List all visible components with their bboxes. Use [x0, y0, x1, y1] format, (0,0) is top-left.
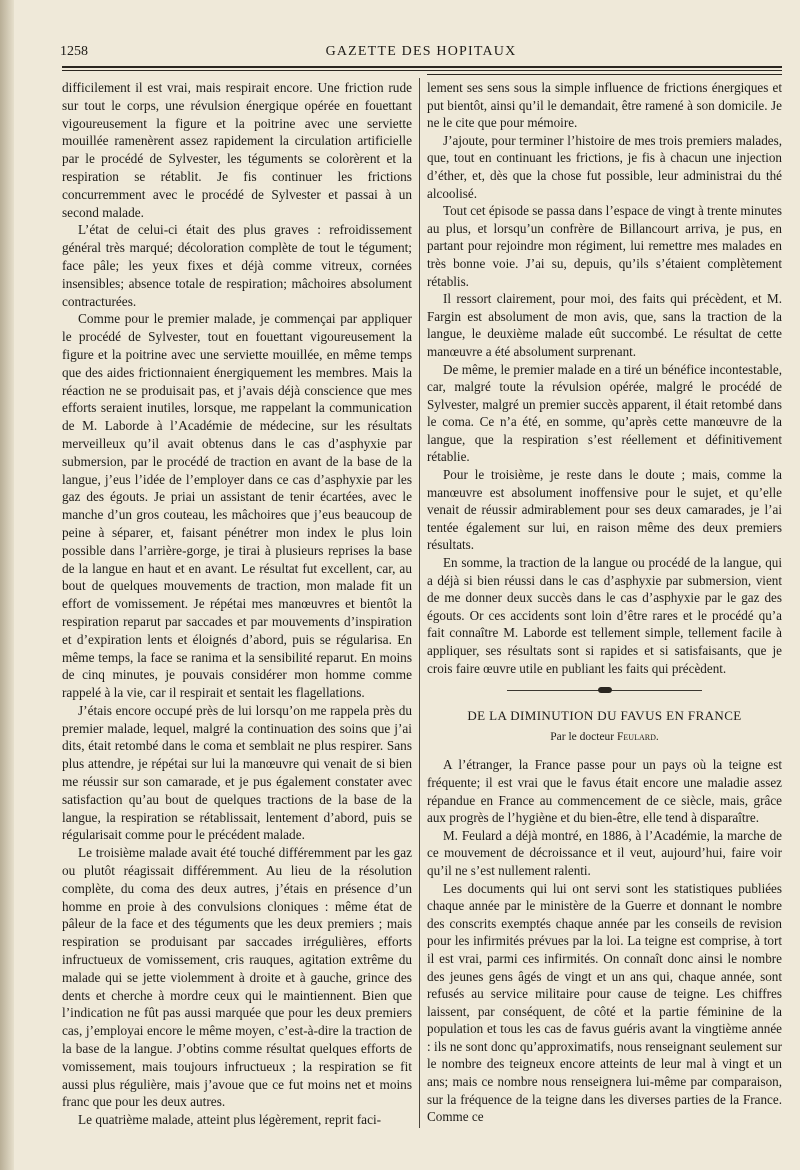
author-name: Feulard.	[617, 730, 659, 743]
section-separator	[427, 685, 782, 695]
paragraph: Comme pour le premier malade, je commençai par appliquer le procédé de Sylvester, tout en fouettant vigoureusement la figure et la poitrine avec une serviette mouillée, en même temps que des aides frictionnaient énergiquement les membres. Mais la réaction ne se produisait pas, et j’avais déjà conscience que mes efforts seraient inutiles, lorsque, me rappelant la communication de M. Laborde à l’Académie de médecine, sur les résultats merveilleux qu’il avait obtenus dans le cas d’asphyxie par submersion, par le procédé de traction en avant de la base de la langue, j’eus l’idée de l’employer dans ce cas d’asphyxie par les gaz des égouts. Je priai un assistant de tenir écartées, avec le manche d’un gros couteau, les mâchoires que j’eus beaucoup de peine à séparer, et, faisant pénétrer mon index le plus loin possible dans l’arrière-gorge, je tirai à plusieurs reprises la base de la langue en haut et en avant. Le résultat fut excellent, car, au bout de quelques mouvements de traction, mon malade fit un effort de vomissement. Je répétai mes manœuvres et bientôt la respiration reparut par saccades et par mouvements d’inspiration et d’expiration lents et éloignés d’abord, puis se régularisa. En même temps, la face se ranima et la sensibilité reparut. En moins de cinq minutes, je pouvais considérer mon homme comme rappelé à la vie, car il respirait et sentait les flagellations.	[62, 311, 412, 701]
paragraph: L’état de celui-ci était des plus graves : refroidissement général très marqué; décoloration complète de tout le tégument; face pâle; les yeux fixes et déjà comme vitreux, cornées insensibles; absence totale de respiration; mâchoires absolument contracturées.	[62, 222, 412, 309]
paragraph: J’étais encore occupé près de lui lorsqu’on me rappela près du premier malade, lequel, malgré la continuation des soins que j’ai dits, était retombé dans le coma et semblait ne plus respirer. Sans plus attendre, je répétai sur lui la manœuvre qui venait de si bien me réussir sur son camarade, et je pus également constater avec satisfaction qu’au bout de quelques tractions de la base de la langue, la respiration se rétablissait, lentement d’abord, puis se régularisait comme pour le précédent malade.	[62, 702, 412, 843]
paragraph: Pour le troisième, je reste dans le doute ; mais, comme la manœuvre est absolument inoffensive pour le sujet, et qu’elle venait de réussir admirablement pour ses deux camarades, je l’ai tentée également sur lui, en raison même des deux premiers résultats.	[427, 467, 782, 553]
paragraph: Il ressort clairement, pour moi, des faits qui précèdent, et M. Fargin est absolument de mon avis, que, sans la traction de la langue, le deuxième malade eût succombé. Le résultat de cette manœuvre a été absolument surprenant.	[427, 291, 782, 359]
article-title: DE LA DIMINUTION DU FAVUS EN FRANCE	[467, 708, 742, 724]
paragraph: Le troisième malade avait été touché différemment par les gaz ou plutôt réagissait différemment. Au lieu de la résolution complète, du coma des deux autres, j’étais en présence d’un homme en proie à des convulsions cloniques : même état de pâleur de la face et des téguments que les deux premiers ; mais respiration se produisant par saccades irrégulières, efforts infructueux de vomissement, cris rauques, agitation extrême du malade qui se jette violemment à droite et à gauche, grince des dents et cherche à mordre ceux qui le maintiennent. Bien que l’indication ne fût pas aussi marquée que pour les deux premiers cas, j’employai encore le même moyen, c’est-à-dire la traction de la base de la langue. J’obtins comme résultat quelques efforts de vomissement, mais toujours infructueux ; la respiration se fit aussi plus régulière, mais j’avoue que ce fut moins net et moins franc que pour les deux autres.	[62, 845, 412, 1110]
journal-title: GAZETTE DES HOPITAUX	[325, 44, 517, 59]
paragraph: A l’étranger, la France passe pour un pays où la teigne est fréquente; il est vrai que le favus était encore une maladie assez répandue en France au commencement de ce siècle, mais, grâce aux progrès de l’hygiène et du bien-être, elle tend à disparaître.	[427, 757, 782, 826]
paragraph: M. Feulard a déjà montré, en 1886, à l’Académie, la marche de ce mouvement de décroissance et il veut, aujourd’hui, faire voir qu’il ne s’est nullement ralenti.	[427, 827, 782, 878]
paragraph: J’ajoute, pour terminer l’histoire de mes trois premiers malades, que, tout en continuant les frictions, je fis à chacun une injection d’éther, et, dès que la chose fut possible, leur administrai du thé alcoolisé.	[427, 132, 782, 201]
right-column-rule	[427, 74, 782, 75]
header-rule-thin	[62, 70, 782, 71]
header-rule-thick	[62, 66, 782, 68]
left-column	[62, 79, 412, 1129]
page-number: 1258	[60, 44, 88, 59]
paragraph: De même, le premier malade en a tiré un bénéfice incontestable, car, malgré toute la révulsion opérée, malgré le procédé de Sylvester, malgré un premier succès apparent, il était retombé dans le coma. Ce n’a été, en somme, qu’après cette manœuvre de la langue, que la respiration s’est réellement et définitivement rétablie.	[427, 361, 782, 465]
separator-ornament	[598, 687, 612, 693]
column-divider	[419, 78, 420, 1128]
paragraph: difficilement il est vrai, mais respirait encore. Une friction rude sur tout le corps, une révulsion énergique opérée en fouettant vigoureusement la figure et la poitrine avec une serviette mouillée ramenèrent assez rapidement la circulation artificielle par le procédé de Sylvester, les téguments se colorèrent et la respiration se rétablit. Je fis continuer les frictions concurremment avec le procédé de Sylvester et passai à un second malade.	[62, 80, 412, 220]
binding-edge	[0, 0, 14, 1170]
paragraph: Tout cet épisode se passa dans l’espace de vingt à trente minutes au plus, et lorsqu’un confrère de Billancourt arriva, je pus, en partant pour rejoindre mon régiment, lui remettre mes malades en très bonne voie. J’ai su, depuis, qu’ils s’étaient complètement rétablis.	[427, 203, 782, 289]
paragraph: lement ses sens sous la simple influence de frictions énergiques et put bientôt, ainsi qu’il le demandait, être ramené à son domicile. Je ne le cite que pour mémoire.	[427, 80, 782, 131]
paragraph: Les documents qui lui ont servi sont les statistiques publiées chaque année par le ministère de la Guerre et donnant le nombre des conscrits exemptés chaque année par les conseils de revision pour les infirmités prévues par la loi. La teigne est comprise, à tort il est vrai, parmi ces infirmités. On connaît donc ainsi le nombre des jeunes gens âgés de vingt et un ans qui, chaque année, sont refusés au service militaire pour cause de teigne. Les chiffres laissent, par conséquent, de côté et la partie féminine de la population et tous les cas de favus guéris avant la vingtième année : ils ne sont donc qu’approximatifs, nous renseignant seulement sur le nombre des teigneux encore atteints de leur mal à vingt et un ans; mais ce nombre nous renseignera lui-même par comparaison, sur la fréquence de la teigne dans les diverses parties de la France. Comme ce	[427, 880, 782, 1125]
byline-prefix: Par le docteur	[550, 730, 615, 743]
right-column	[427, 79, 782, 1126]
paragraph: Le quatrième malade, atteint plus légèrement, reprit faci-	[78, 1112, 382, 1128]
page-header	[60, 40, 782, 62]
paragraph: En somme, la traction de la langue ou procédé de la langue, qui a déjà si bien réussi dans le cas d’asphyxie par submersion, vient de me donner deux succès dans le cas d’asphyxie par le gaz des égouts. Or ces accidents sont loin d’être rares et le procédé qu’a fait connaître M. Laborde est tellement simple, tellement facile à appliquer, ses résultats sont si rapides et si satisfaisants, que je crois faire œuvre utile en publiant les faits qui précèdent.	[427, 555, 782, 676]
article-byline	[427, 729, 782, 747]
